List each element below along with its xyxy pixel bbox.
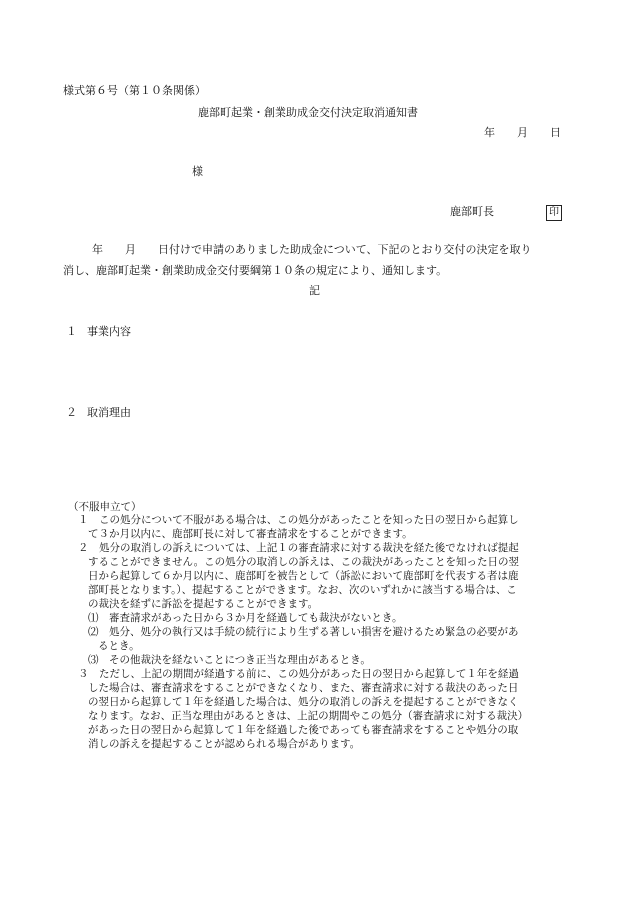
issuer-block bbox=[450, 203, 562, 221]
appeal-line: の裁決を経ずに訴訟を提起することができます。 bbox=[88, 598, 319, 610]
appeal-line: があった日の翌日から起算して１年を経過した後であっても審査請求をすることや処分の取 bbox=[88, 724, 519, 736]
appeal-heading: （不服申立て） bbox=[68, 501, 142, 513]
appeal-line: ⑶ その他裁決を経ないことにつき正当な理由があるとき。 bbox=[88, 654, 371, 666]
appeal-line: 部町長となります。）、提起することができます。なお、次のいずれかに該当する場合は、こ bbox=[88, 584, 517, 596]
document-title: 鹿部町起業・創業助成金交付決定取消通知書 bbox=[198, 106, 418, 119]
appeal-line: の翌日から起算して１年を経過した場合は、処分の取消しの訴えを提起することができなく bbox=[88, 696, 519, 708]
section-label: 事業内容 bbox=[87, 325, 131, 338]
body-line-2: 消し、鹿部町起業・創業助成金交付要綱第１０条の規定により、通知します。 bbox=[63, 264, 448, 277]
issuer-name: 鹿部町長 bbox=[450, 205, 494, 218]
appeal-line: るとき。 bbox=[98, 640, 140, 652]
section-1 bbox=[66, 323, 131, 339]
body-line-1: 年 月 日付けで申請のありました助成金について、下記のとおり交付の決定を取り bbox=[70, 243, 532, 256]
appeal-line: 消しの訴えを提起することが認められる場合があります。 bbox=[88, 738, 361, 750]
appeal-line: ⑵ 処分、処分の執行又は手続の続行により生ずる著しい損害を避けるため緊急の必要があ bbox=[88, 626, 519, 638]
appeal-line: した場合は、審査請求をすることができなくなり、また、審査請求に対する裁決のあった日 bbox=[88, 682, 519, 694]
seal-mark: 印 bbox=[546, 205, 562, 221]
appeal-line: ２ 処分の取消しの訴えについては、上記１の審査請求に対する裁決を経た後でなければ提起 bbox=[78, 542, 519, 554]
section-label: 取消理由 bbox=[87, 406, 131, 419]
recipient-suffix: 様 bbox=[192, 165, 203, 178]
appeal-line: することができません。この処分の取消しの訴えは、この裁決があったことを知った日の翌 bbox=[88, 556, 520, 568]
appeal-line: なります。なお、正当な理由があるときは、上記の期間やこの処分（審査請求に対する裁決） bbox=[88, 710, 529, 722]
section-number: ２ bbox=[66, 406, 77, 419]
appeal-line: て３か月以内に、鹿部町長に対して審査請求をすることができます。 bbox=[88, 528, 413, 540]
appeal-line: ⑴ 審査請求があった日から３か月を経過しても裁決がないとき。 bbox=[88, 612, 403, 624]
appeal-line: ３ ただし、上記の期間が経過する前に、この処分があった日の翌日から起算して１年を経過 bbox=[78, 668, 519, 680]
appeal-line: 日から起算して６か月以内に、鹿部町を被告として（訴訟において鹿部町を代表する者は鹿 bbox=[88, 570, 519, 582]
date-line: 年 月 日 bbox=[484, 126, 561, 139]
appeal-line: １ この処分について不服がある場合は、この処分があったことを知った日の翌日から起算し bbox=[78, 514, 519, 526]
section-number: １ bbox=[66, 325, 77, 338]
form-label: 様式第６号（第１０条関係） bbox=[63, 84, 206, 97]
ki-label: 記 bbox=[309, 284, 320, 297]
section-2 bbox=[66, 404, 131, 420]
